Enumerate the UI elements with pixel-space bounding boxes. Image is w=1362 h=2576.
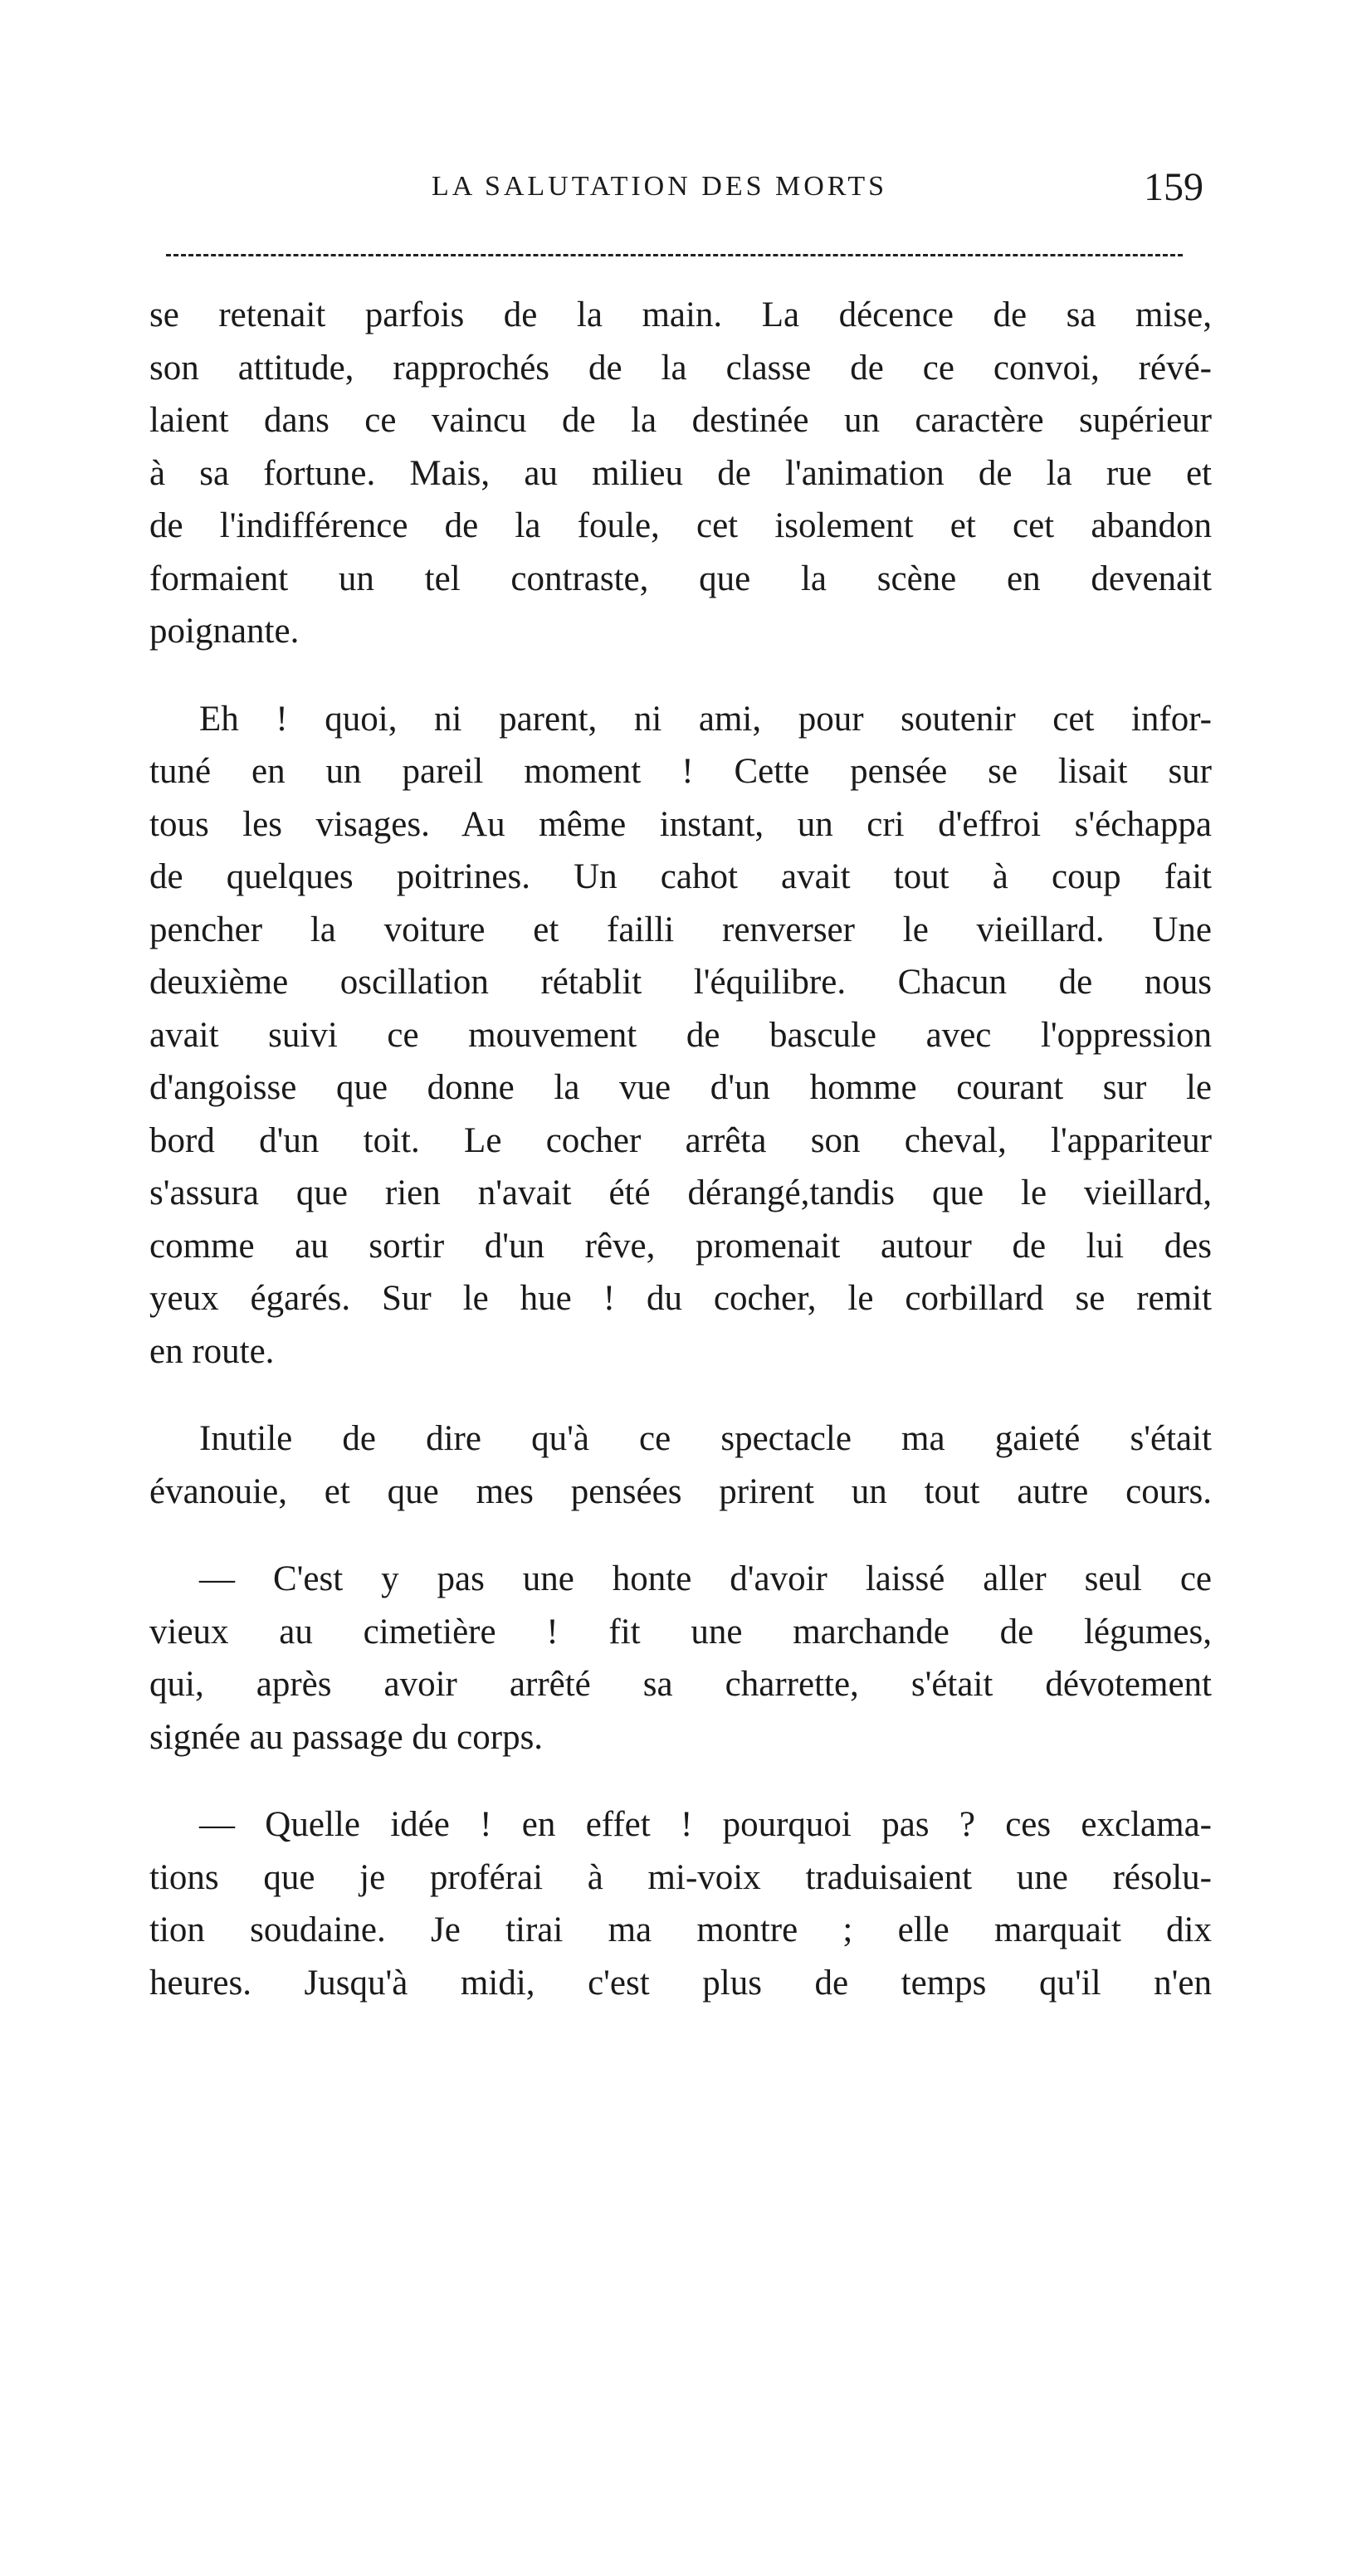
text-line: heures. Jusqu'à midi, c'est plus de temps qu'il n'en: [149, 1963, 1212, 2003]
text-line: vieux au cimetière ! fit une marchande de légumes,: [149, 1612, 1212, 1651]
text-line: se retenait parfois de la main. La décence de sa mise,: [149, 295, 1212, 334]
page-number: 159: [1144, 165, 1203, 209]
text-line: évanouie, et que mes pensées prirent un tout autre cours.: [149, 1471, 1212, 1511]
text-line: Eh ! quoi, ni parent, ni ami, pour soutenir cet infor-: [199, 699, 1212, 739]
text-line: d'angoisse que donne la vue d'un homme courant sur le: [149, 1068, 1212, 1107]
text-line: en route.: [149, 1331, 275, 1371]
text-line: tion soudaine. Je tirai ma montre ; elle marquait dix: [149, 1910, 1212, 1949]
text-line: de l'indifférence de la foule, cet isolement et cet abandon: [149, 506, 1212, 545]
text-line: deuxième oscillation rétablit l'équilibre. Chacun de nous: [149, 963, 1212, 1002]
page-header: [149, 164, 1220, 214]
text-line: tuné en un pareil moment ! Cette pensée se lisait sur: [149, 752, 1212, 791]
text-line: — Quelle idée ! en effet ! pourquoi pas ? ces exclama-: [199, 1805, 1212, 1844]
text-line: formaient un tel contraste, que la scène en devenait: [149, 559, 1212, 598]
text-line: comme au sortir d'un rêve, promenait autour de lui des: [149, 1226, 1212, 1266]
text-line: poignante.: [149, 612, 300, 651]
text-line: laient dans ce vaincu de la destinée un caractère supérieur: [149, 401, 1212, 440]
text-line: son attitude, rapprochés de la classe de ce convoi, révé-: [149, 348, 1212, 388]
text-line: pencher la voiture et failli renverser le vieillard. Une: [149, 910, 1212, 949]
text-line: qui, après avoir arrêté sa charrette, s'était dévotement: [149, 1665, 1212, 1704]
header-rule: [166, 254, 1183, 256]
body-text: [149, 289, 1212, 2044]
text-line: signée au passage du corps.: [149, 1717, 544, 1757]
paragraph-4: [149, 1553, 1212, 1764]
text-line: tions que je proférai à mi-voix traduisaient une résolu-: [149, 1857, 1212, 1897]
paragraph-2: [149, 693, 1212, 1378]
text-line: bord d'un toit. Le cocher arrêta son cheval, l'appariteur: [149, 1120, 1212, 1160]
paragraph-1: [149, 289, 1212, 658]
paragraph-3: [149, 1412, 1212, 1518]
text-line: tous les visages. Au même instant, un cri d'effroi s'échappa: [149, 804, 1212, 844]
text-line: avait suivi ce mouvement de bascule avec l'oppression: [149, 1015, 1212, 1055]
text-line: de quelques poitrines. Un cahot avait tout à coup fait: [149, 857, 1212, 896]
text-line: Inutile de dire qu'à ce spectacle ma gaieté s'était: [199, 1419, 1212, 1458]
text-line: yeux égarés. Sur le hue ! du cocher, le corbillard se remit: [149, 1279, 1212, 1318]
text-line: s'assura que rien n'avait été dérangé,tandis que le vieillard,: [149, 1173, 1212, 1212]
running-title: LA SALUTATION DES MORTS: [432, 171, 888, 202]
text-line: — C'est y pas une honte d'avoir laissé aller seul ce: [199, 1559, 1212, 1598]
paragraph-5: [149, 1798, 1212, 2009]
text-line: à sa fortune. Mais, au milieu de l'animation de la rue et: [149, 453, 1212, 493]
